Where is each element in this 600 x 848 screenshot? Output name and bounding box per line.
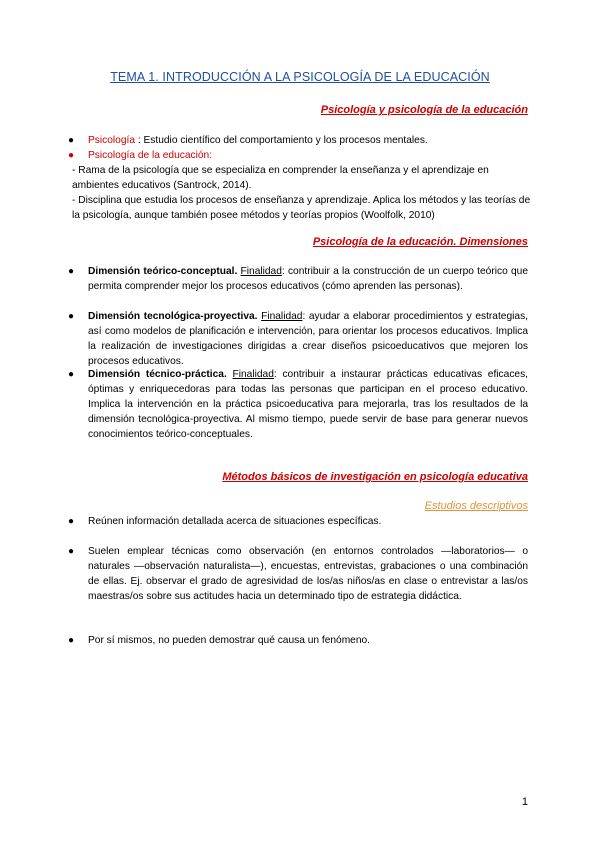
bullet-icon: ●	[68, 311, 75, 322]
section-heading-dimensiones: Psicología de la educación. Dimensiones	[312, 236, 528, 248]
page-number: 1	[521, 796, 528, 808]
bullet-icon: ●	[68, 266, 75, 277]
list-item	[68, 633, 528, 648]
bullet-icon: ●	[68, 369, 75, 380]
list-item-text: Por sí mismos, no pueden demostrar qué causa un fenómeno.	[88, 635, 371, 646]
list-item	[68, 367, 528, 442]
dimension-title: Dimensión técnico-práctica.	[88, 369, 227, 380]
dimension-title: Dimensión teórico-conceptual.	[88, 266, 238, 277]
subheading-estudios-descriptivos: Estudios descriptivos	[424, 500, 528, 512]
bullet-icon: ●	[68, 516, 75, 527]
document-title: TEMA 1. INTRODUCCIÓN A LA PSICOLOGÍA DE LA EDUCACIÓN	[110, 70, 490, 84]
bullet-icon: ●	[68, 635, 75, 646]
dimension-text: : contribuir a la construcción de un cuerpo teórico que permita comprender mejor los procesos educativos (cómo aprenden las personas).	[88, 266, 528, 292]
section-heading-psicologia: Psicología y psicología de la educación	[320, 104, 528, 116]
definition-woolfolk: - Disciplina que estudia los procesos de enseñanza y aprendizaje. Aplica los métodos y las teorías de la psicología, aunque también posee métodos y teorías propios (Woolfolk, 2010)	[72, 195, 531, 221]
list-item	[68, 544, 528, 604]
section-heading-metodos: Métodos básicos de investigación en psicología educativa	[222, 471, 528, 483]
list-item	[68, 514, 528, 529]
term-psicologia-educacion: Psicología de la educación:	[88, 150, 213, 161]
bullet-icon: ●	[68, 135, 75, 146]
list-item-text: Suelen emplear técnicas como observación (en entornos controlados —laboratorios— o naturales —observación naturalista—), encuestas, entrevistas, grabaciones o una combinación de ellas. Ej. observar el grado de agresividad de los/as niños/as en clase o entrevistar a las/os maestras/os sobre sus actitudes hacia un determinado tipo de estrategia didáctica.	[88, 546, 528, 602]
definition-santrock: - Rama de la psicología que se especializa en comprender la enseñanza y el aprendizaje en ambientes educativos (Santrock, 2014).	[72, 165, 489, 191]
list-item	[68, 264, 528, 294]
list-item	[68, 148, 528, 163]
term-psicologia: Psicología	[88, 135, 136, 146]
bullet-icon: ●	[68, 150, 75, 161]
list-item	[68, 133, 528, 148]
finalidad-label: Finalidad	[240, 266, 282, 277]
finalidad-label: Finalidad	[261, 311, 303, 322]
finalidad-label: Finalidad	[232, 369, 274, 380]
bullet-icon: ●	[68, 546, 75, 557]
dimension-title: Dimensión tecnológica-proyectiva.	[88, 311, 258, 322]
list-item-text: Reúnen información detallada acerca de situaciones específicas.	[88, 516, 382, 527]
list-item	[68, 309, 528, 369]
dimension-text: : ayudar a elaborar procedimientos y estrategias, así como modelos de planificación e intervención, para orientar los procesos educativos. Implica la realización de investigaciones dirigidas a crear diseños psicoeducativos que mejoren los procesos educativos.	[88, 311, 528, 367]
dimension-text: : contribuir a instaurar prácticas educativas eficaces, óptimas y enriquecedoras para todas las personas que participan en el proceso educativo. Implica la intervención en la práctica psicoeducativa para mejorarla, tras los resultados de la dimensión tecnológica-proyectiva. Al mismo tiempo, puede servir de base para generar nuevos conocimientos teórico-conceptuales.	[88, 369, 528, 440]
term-psicologia-definition: : Estudio científico del comportamiento y los procesos mentales.	[135, 135, 428, 146]
